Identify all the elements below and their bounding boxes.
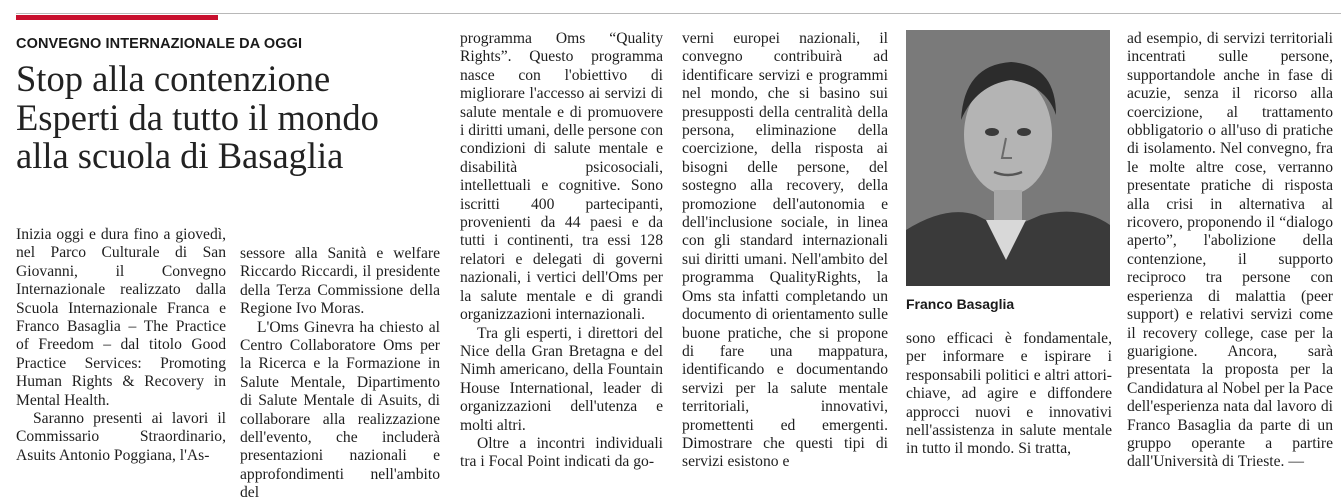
text-column-1 <box>16 226 226 470</box>
paragraph: sono efficaci è fondamentale, per informare e ispirare i responsabili politici e altri attori-chiave, ad agire e diffondere approcci nuovi e innovativi nell'assistenza in salute mentale in tutto il mondo. Si tratta, <box>906 330 1112 458</box>
headline <box>16 60 436 176</box>
paragraph: ad esempio, di servizi territoriali incentrati sulle persone, supportandole anche in fase di acuzie, senza il ricorso alla coercizione, al trattamento obbligatorio o all'uso di pratiche di isolamento. Nel convegno, fra le molte altre cose, verranno presentate pratiche di risposta alla crisi in alternativa al ricovero, proponendo il “dialogo aperto”, l'abolizione della contenzione, il supporto reciproco tra persone con esperienza di malattia (peer support) e relativi servizi come il recovery college, case per la guarigione. Ancora, sarà presentata la proposta per la Candidatura al Nobel per la Pace dell'esperienza nata dal lavoro di Franco Basaglia da parte di un gruppo operante a partire dall'Università di Trieste. — <box>1127 30 1333 471</box>
text-column-4 <box>682 30 888 470</box>
paragraph: sessore alla Sanità e welfare Riccardo Riccardi, il presidente della Terza Commissione della Regione Ivo Moras. <box>240 245 440 318</box>
text-column-6 <box>1127 30 1333 470</box>
paragraph: L'Oms Ginevra ha chiesto al Centro Collaboratore Oms per la Ricerca e la Formazione in Salute Mentale, Dipartimento di Salute Mentale di Asuits, di collaborare alla realizzazione dell'evento, che includerà presentazioni nazionali e approfondimenti nell'ambito del <box>240 318 440 502</box>
paragraph: Saranno presenti ai lavori il Commissario Straordinario, Asuits Antonio Poggiana, l'As- <box>16 410 226 464</box>
paragraph: Oltre a incontri individuali tra i Focal Point indicati da go- <box>460 434 663 471</box>
photo-caption: Franco Basaglia <box>906 296 1015 312</box>
kicker: CONVEGNO INTERNAZIONALE DA OGGI <box>16 36 303 52</box>
portrait-photo <box>906 30 1110 286</box>
headline-line-1: Stop alla contenzione <box>16 58 331 99</box>
headline-line-3: alla scuola di Basaglia <box>16 135 344 176</box>
paragraph: Tra gli esperti, i direttori del Nice della Gran Bretagna e del Nimh americano, della Fountain House International, leader di organizzazioni dell'utenza e molti altri. <box>460 324 663 434</box>
portrait-image <box>906 30 1110 286</box>
top-rule <box>16 13 1341 14</box>
text-column-3 <box>460 30 663 470</box>
paragraph: verni europei nazionali, il convegno contribuirà ad identificare servizi e programmi nel mondo, che si basino sui presupposti della centralità della persona, eliminazione della coercizione, della risposta ai bisogni delle persone, del sostegno alla recovery, della promozione dell'autonomia e dell'inclusione sociale, in linea con gli standard internazionali sui diritti umani. Nell'ambito del programma QualityRights, la Oms sta infatti completando un documento di orientamento sulle buone pratiche, che si propone di fare una mappatura, identificando e documentando servizi per la salute mentale territoriali, innovativi, promettenti ed emergenti. Dimostrare che questi tipi di servizi esistono e <box>682 30 888 471</box>
paragraph: Inizia oggi e dura fino a giovedì, nel Parco Culturale di San Giovanni, il Convegno Internazionale realizzato dalla Scuola Internazionale Franca e Franco Basaglia – The Practice of Freedom – dal titolo Good Practice Services: Promoting Human Rights & Recovery in Mental Health. <box>16 226 226 409</box>
text-column-5 <box>906 330 1112 470</box>
headline-line-2: Esperti da tutto il mondo <box>16 96 379 138</box>
section-accent-bar <box>16 15 218 20</box>
paragraph: programma Oms “Quality Rights”. Questo programma nasce con l'obiettivo di migliorare l'accesso ai servizi di salute mentale e di promuovere i diritti umani, delle persone con condizioni di salute mentale e disabilità psicosociali, intellettuali e cognitive. Sono iscritti 400 partecipanti, provenienti da 44 paesi e da tutti i continenti, tra essi 128 relatori e delegati di governi nazionali, i vertici dell'Oms per la salute mentale e di grandi organizzazioni internazionali. <box>460 30 663 324</box>
text-column-2 <box>240 245 440 502</box>
